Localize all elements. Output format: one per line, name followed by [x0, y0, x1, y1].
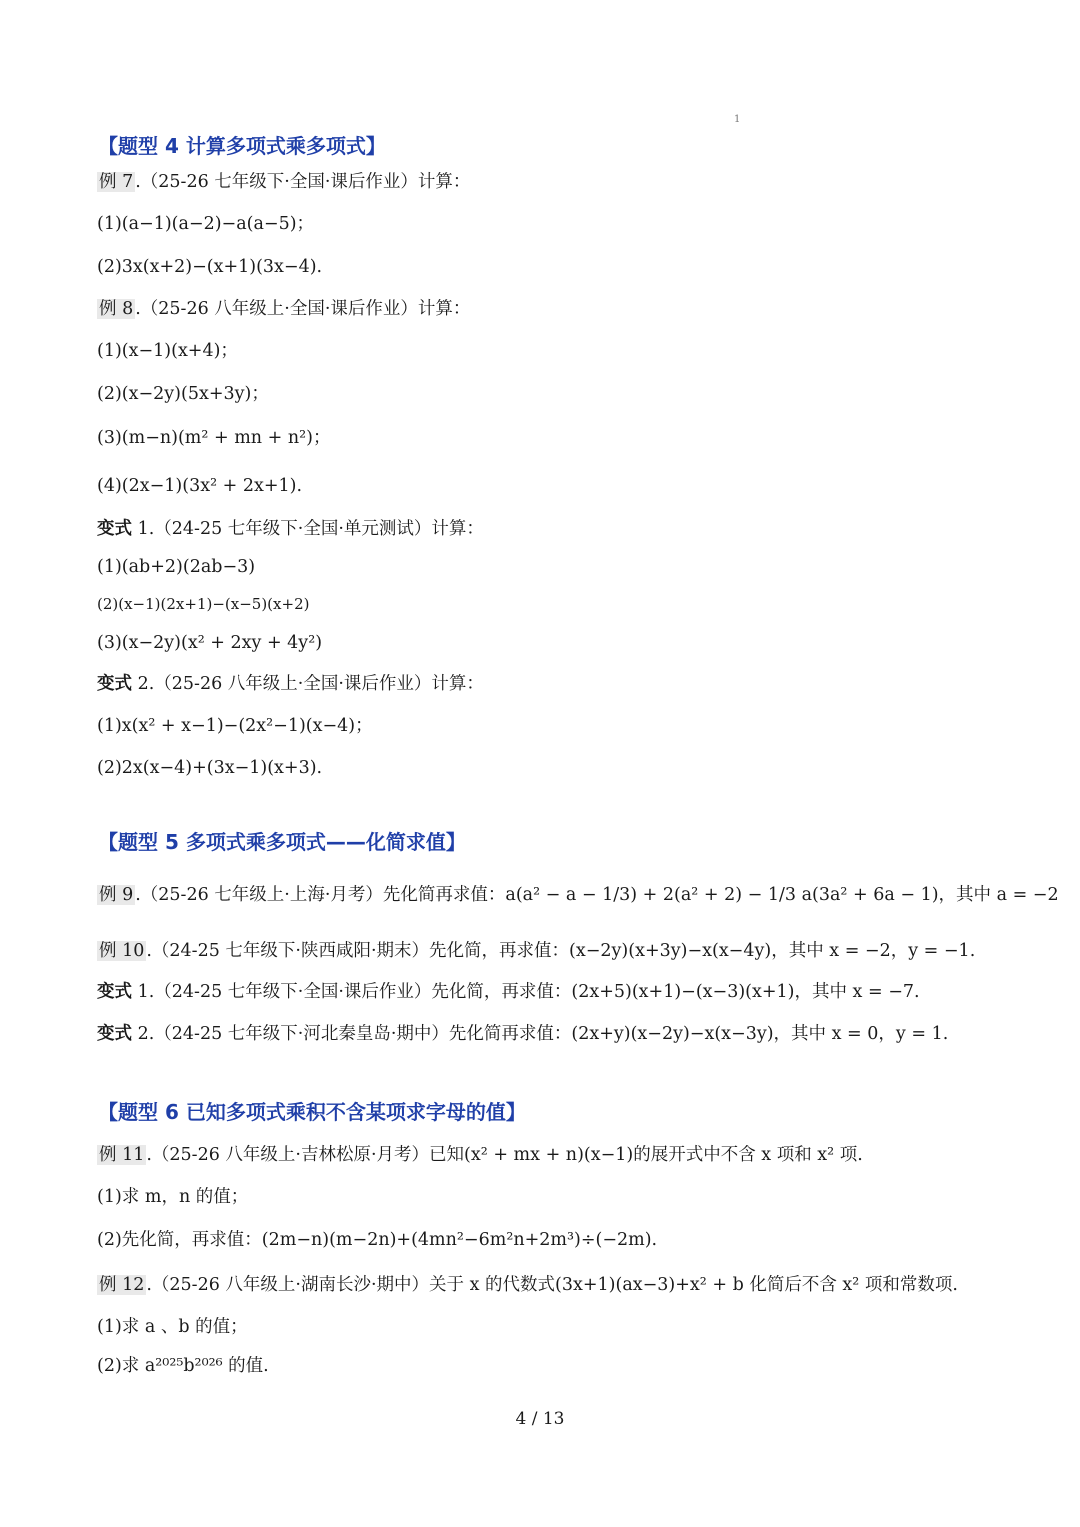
problem-label: 变式: [97, 1024, 132, 1044]
sub-question: (2)2x(x−4)+(3x−1)(x+3).: [97, 758, 323, 778]
problem-label: 例 12: [99, 1275, 145, 1295]
variant-problem: [97, 980, 920, 1004]
problem-label: 例 7: [99, 172, 134, 192]
sub-question: (2)求 a²⁰²⁵b²⁰²⁶ 的值.: [97, 1356, 269, 1376]
sub-question: (1)x(x² + x−1)−(2x²−1)(x−4)；: [97, 716, 373, 736]
problem-label: 变式: [97, 519, 132, 539]
variant-problem: [97, 517, 484, 541]
sub-question: (1)(ab+2)(2ab−3): [97, 557, 256, 577]
variant-problem: [97, 1022, 948, 1046]
sub-question: (2)先化简，再求值：(2m−n)(m−2n)+(4mn²−6m²n+2m³)÷(−2m).: [97, 1230, 658, 1250]
problem-text: 1.（24-25 七年级下·全国·单元测试）计算：: [132, 519, 484, 539]
sub-question: (1)求 m，n 的值；: [97, 1187, 249, 1207]
problem-text: 2.（25-26 八年级上·全国·课后作业）计算：: [132, 674, 484, 694]
section-heading: 【题型 4 计算多项式乘多项式】: [98, 134, 386, 158]
problem-text: 2.（24-25 七年级下·河北秦皇岛·期中）先化简再求值：(2x+y)(x−2y)−x(x−3y)，其中 x = 0，y = 1.: [132, 1024, 949, 1044]
sub-question: (4)(2x−1)(3x² + 2x+1).: [97, 476, 303, 496]
section-heading: 【题型 6 已知多项式乘积不含某项求字母的值】: [98, 1100, 526, 1124]
problem-label: 变式: [97, 674, 132, 694]
variant-problem: [97, 672, 484, 696]
sub-question: (1)(x−1)(x+4)；: [97, 341, 238, 361]
sub-question: (2)3x(x+2)−(x+1)(3x−4).: [97, 257, 323, 277]
problem-text: .（25-26 八年级上·吉林松原·月考）已知(x² + mx + n)(x−1)的展开式中不含 x 项和 x² 项.: [146, 1145, 863, 1165]
sub-question: (2)(x−2y)(5x+3y)；: [97, 384, 269, 404]
problem-text: .（25-26 八年级上·湖南长沙·期中）关于 x 的代数式(3x+1)(ax−3)+x² + b 化简后不含 x² 项和常数项.: [146, 1275, 958, 1295]
example-problem: [97, 297, 470, 321]
section-heading: 【题型 5 多项式乘多项式——化简求值】: [98, 830, 466, 854]
problem-text: .（25-26 八年级上·全国·课后作业）计算：: [135, 299, 471, 319]
sub-question: (1)(a−1)(a−2)−a(a−5)；: [97, 214, 315, 234]
corner-mark: 1: [734, 114, 741, 125]
problem-label: 变式: [97, 982, 132, 1002]
page-number: 4 / 13: [515, 1409, 565, 1429]
example-problem: [97, 1273, 958, 1297]
problem-label: 例 9: [99, 885, 134, 905]
sub-question: (3)(x−2y)(x² + 2xy + 4y²): [97, 633, 323, 653]
sub-question: (3)(m−n)(m² + mn + n²)；: [97, 428, 331, 448]
example-problem: [97, 1143, 863, 1167]
problem-text: .（25-26 七年级上·上海·月考）先化简再求值：a(a² − a − 1/3) + 2(a² + 2) − 1/3 a(3a² + 6a − 1)，其中 a = −2: [135, 885, 1059, 905]
example-problem: [97, 883, 1059, 907]
problem-text: .（25-26 七年级下·全国·课后作业）计算：: [135, 172, 471, 192]
sub-question: (1)求 a 、b 的值；: [97, 1317, 248, 1337]
problem-text: 1.（24-25 七年级下·全国·课后作业）先化简，再求值：(2x+5)(x+1)−(x−3)(x+1)，其中 x = −7.: [132, 982, 920, 1002]
example-problem: [97, 170, 470, 194]
sub-question: (2)(x−1)(2x+1)−(x−5)(x+2): [97, 595, 310, 613]
example-problem: [97, 939, 975, 963]
problem-text: .（24-25 七年级下·陕西咸阳·期末）先化简，再求值：(x−2y)(x+3y)−x(x−4y)，其中 x = −2，y = −1.: [146, 941, 976, 961]
problem-label: 例 11: [99, 1145, 145, 1165]
problem-label: 例 8: [99, 299, 134, 319]
problem-label: 例 10: [99, 941, 145, 961]
